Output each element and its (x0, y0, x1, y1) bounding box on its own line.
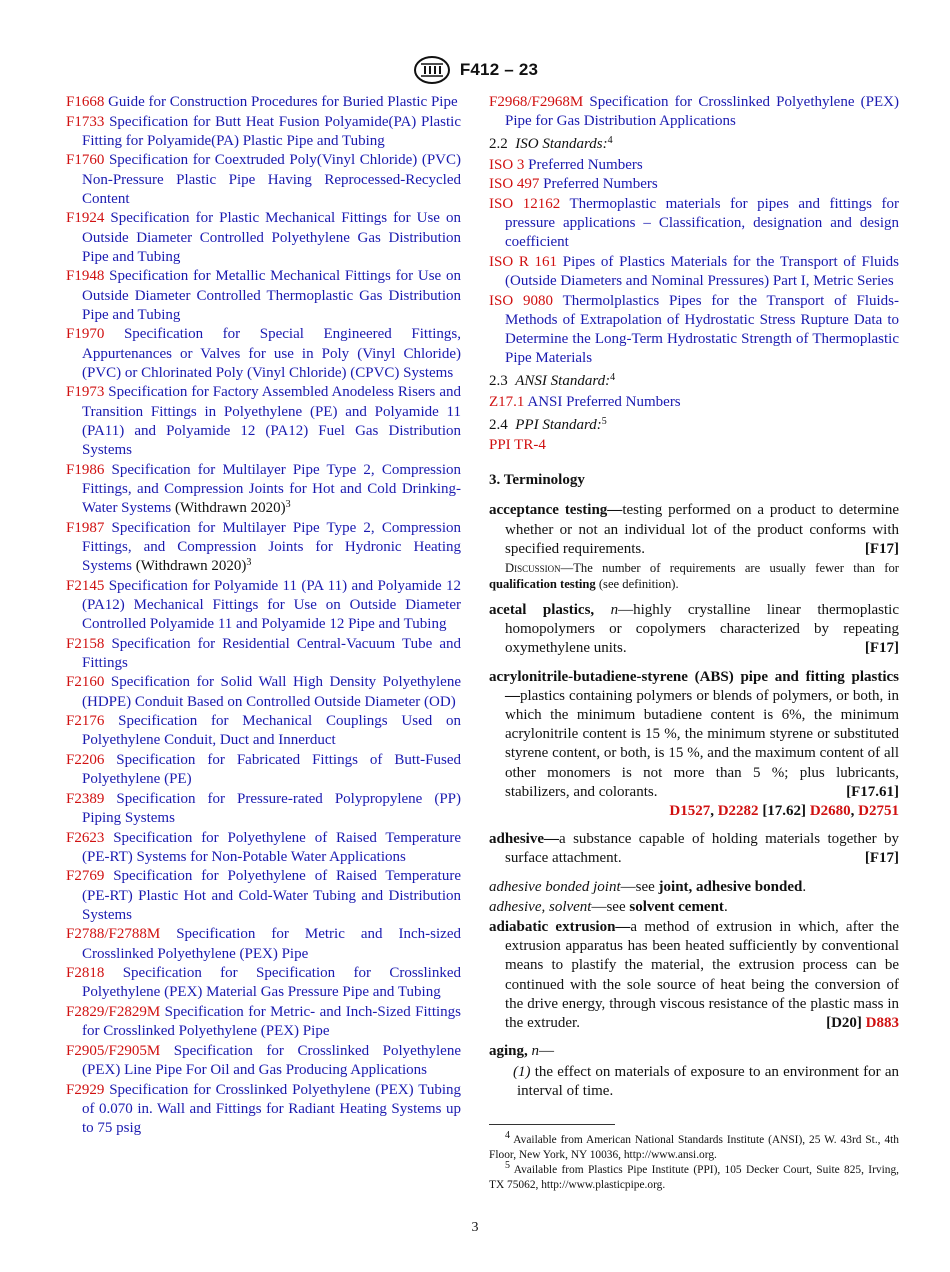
reference-title: Specification for Fabricated Fittings of Butt-Fused Polyethylene (PE) (82, 751, 461, 788)
reference-title: Thermolplastics Pipes for the Transport of Fluids-Methods of Extrapolation of Hydrostatic Stress Rupture Data to Determine the Long-Term Hydrostatic Strength of Thermoplastic Pipe Materials (505, 292, 899, 367)
committee-citation: [17.62] (762, 803, 807, 820)
term-adhesive (489, 830, 899, 868)
footnote-number: 5 (505, 1160, 510, 1171)
term-definition: a method of extrusion in which, after the extrusion apparatus has been heated sufficiently by conventional means to plastify the material, the extrusion process can be continued with the sole source of heat being the conversion of the drive energy, through viscous resistance of the plastic mass in the extruder. (505, 919, 899, 1032)
footnote-text: Available from Plastics Pipe Institute (PPI), 105 Decker Court, Suite 825, Irving, TX 75062, http://www.plasticpipe.org. (489, 1164, 899, 1191)
part-of-speech: n (610, 602, 619, 619)
related-standards: D1527, D2282 [17.62] D2680, D2751 (669, 803, 899, 820)
term-acetal-plastics (489, 601, 899, 659)
reference-item[interactable] (66, 964, 461, 1002)
subsection-number: 2.2 (489, 136, 508, 153)
reference-title: Specification for Pressure-rated Polypropylene (PP) Piping Systems (82, 790, 461, 826)
reference-title: Specification for Polyethylene of Raised Temperature (PE-RT) Systems for Non-Potable Water Applications (82, 829, 462, 865)
reference-z17-1[interactable] (489, 393, 899, 412)
reference-item[interactable] (66, 325, 461, 383)
discussion-text: —The number of requirements are usually fewer than for (560, 561, 899, 576)
term-name: acetal plastics, (489, 602, 595, 619)
term-dash: — (539, 1043, 555, 1060)
term-name: adhesive, solvent (489, 898, 592, 915)
footnote-marker: 5 (601, 415, 607, 427)
ansi-subheading (489, 372, 899, 391)
footnote-marker: 4 (607, 135, 613, 147)
astm-logo-icon (412, 55, 452, 85)
reference-title: Specification for Crosslinked Polyethylene (PEX) Pipe for Gas Distribution Applications (505, 94, 899, 130)
committee-citation: [F17] (864, 640, 899, 657)
subsection-label: ISO Standards: (515, 136, 608, 153)
reference-code[interactable]: F1987 (66, 519, 105, 536)
see-target: solvent cement (629, 898, 724, 915)
reference-code[interactable]: F2389 (66, 790, 105, 807)
footnotes (489, 1130, 899, 1193)
reference-code[interactable]: F1970 (66, 326, 105, 343)
iso-subheading (489, 135, 899, 154)
standard-link[interactable]: D2751 (858, 803, 899, 820)
reference-title: Specification for Solid Wall High Density Polyethylene (HDPE) Conduit Based on Controlled Outside Diameter (OD) (82, 674, 462, 710)
term-name: acceptance testing— (489, 502, 623, 519)
reference-code[interactable]: F1973 (66, 384, 105, 401)
discussion-label: Discussion (505, 561, 561, 576)
reference-title: Specification for Butt Heat Fusion Polyamide(PA) Plastic Fitting for Polyamide(PA) Plastic Pipe and Tubing (82, 113, 462, 149)
reference-code[interactable]: Z17.1 (489, 393, 525, 410)
see-label: —see (591, 898, 626, 915)
reference-code[interactable]: F1733 (66, 113, 105, 130)
discussion-term: qualification testing (489, 577, 596, 592)
reference-code[interactable]: F1924 (66, 210, 105, 227)
ppi-subheading (489, 416, 899, 435)
reference-title: Thermoplastic materials for pipes and fittings for pressure applications – Classification, designation and design coefficient (505, 195, 900, 251)
right-column (489, 93, 899, 1110)
reference-title: Specification for Polyethylene of Raised Temperature (PE-RT) Plastic Hot and Cold-Water Tubing and Distribution Systems (82, 868, 462, 923)
reference-code[interactable]: F2929 (66, 1081, 105, 1098)
term-adhesive-bonded-joint: adhesive bonded joint—see joint, adhesive bonded. (489, 878, 807, 895)
reference-title: ANSI Preferred Numbers (527, 393, 681, 410)
reference-title: Specification for Special Engineered Fittings, Appurtenances or Valves for use in Poly (Vinyl Chloride) (PVC) or Chlorinated Poly (Vinyl Chloride) (CPVC) Systems (82, 326, 461, 381)
reference-item[interactable] (66, 829, 461, 867)
term-name: aging, (489, 1043, 528, 1060)
footnote-text: Available from American National Standards Institute (ANSI), 25 W. 43rd St., 4th Floor, New York, NY 10036, http://www.ansi.org. (489, 1134, 899, 1161)
reference-code[interactable]: PPI TR-4 (489, 437, 546, 454)
reference-code[interactable]: F1986 (66, 461, 105, 478)
definition-number: (1) (513, 1063, 531, 1080)
reference-item[interactable] (489, 253, 899, 291)
page-header (0, 55, 950, 85)
standard-link[interactable]: D1527 (669, 803, 711, 820)
reference-item[interactable] (66, 577, 461, 635)
page-number: 3 (471, 1220, 479, 1235)
reference-title: Specification for Residential Central-Vacuum Tube and Fittings (82, 635, 461, 671)
reference-title: Preferred Numbers (528, 156, 643, 173)
footnote-rule (489, 1124, 615, 1125)
reference-code[interactable]: F2968/F2968M (489, 94, 584, 110)
reference-f2968[interactable] (489, 93, 899, 131)
reference-code[interactable]: F2829/F2829M (66, 1003, 161, 1020)
reference-title: Specification for Factory Assembled Anodeless Risers and Transition Fittings in Polyethylene (PE) and Polyamide 11 (PA11) and Polyamide 12 (PA12) Fuel Gas Distribution Systems (82, 384, 461, 458)
reference-item[interactable] (66, 113, 461, 151)
term-definition: a substance capable of holding materials together by surface attachment. (505, 831, 899, 867)
term-acceptance-testing (489, 501, 899, 559)
reference-code[interactable]: ISO 497 (489, 176, 540, 193)
footnote-number: 4 (505, 1130, 510, 1141)
reference-item[interactable] (66, 790, 461, 828)
reference-item[interactable] (66, 519, 461, 577)
term-definition: testing performed on a product to determine whether or not an individual lot of the product conforms with specified requirements. (505, 502, 899, 557)
subsection-number: 2.4 (489, 416, 508, 433)
term-adiabatic-extrusion (489, 918, 899, 1033)
committee-citation: [F17] (864, 850, 899, 867)
reference-item[interactable] (489, 292, 899, 369)
part-of-speech: n (531, 1043, 540, 1060)
reference-item[interactable] (489, 156, 899, 175)
reference-title: Specification for Plastic Mechanical Fittings for Use on Outside Diameter Controlled Polyethylene Gas Distribution Pipe and Tubing (82, 210, 462, 265)
reference-title: Specification for Crosslinked Polyethylene (PEX) Tubing of 0.070 in. Wall and Fittings for Radiant Heating Systems up to 75 psig (82, 1081, 462, 1136)
reference-item[interactable] (66, 1003, 461, 1041)
reference-item[interactable] (489, 175, 899, 194)
term-name: adhesive bonded joint (489, 878, 621, 895)
term-abs-plastics (489, 668, 899, 822)
reference-item[interactable] (66, 1081, 461, 1139)
reference-code[interactable]: F2206 (66, 751, 105, 768)
committee-citation: [F17.61] (846, 783, 899, 800)
term-name: adhesive— (489, 831, 560, 848)
see-label: —see (620, 878, 655, 895)
reference-item[interactable] (66, 93, 461, 112)
reference-ppi-tr4[interactable] (489, 436, 899, 455)
reference-code[interactable]: F1948 (66, 268, 105, 285)
reference-code[interactable]: F2905/F2905M (66, 1042, 161, 1059)
reference-item[interactable] (66, 751, 461, 789)
term-name: acrylonitrile-butadiene-styrene (ABS) pipe and fitting plastics — (489, 668, 899, 704)
reference-item[interactable] (66, 209, 461, 267)
reference-title: Specification for Multilayer Pipe Type 2, Compression Fittings, and Compression Joints for Hydronic Heating Systems (82, 519, 461, 574)
term-definition: —highly crystalline linear thermoplastic homopolymers or copolymers characterized by repeating oxymethylene units. (505, 602, 900, 657)
reference-code[interactable]: F2145 (66, 577, 105, 594)
reference-title: Specification for Metric and Inch-sized Crosslinked Polyethylene (PEX) Pipe (82, 926, 461, 962)
reference-title: Specification for Multilayer Pipe Type 2, Compression Fittings, and Compression Joints for Hot and Cold Drinking-Water Systems (82, 461, 461, 516)
reference-code[interactable]: F1668 (66, 94, 105, 110)
footnote-marker: 3 (285, 499, 291, 510)
reference-code[interactable]: F2158 (66, 635, 105, 652)
discussion-note (489, 560, 899, 592)
withdrawn-note: (Withdrawn 2020) (135, 558, 247, 574)
reference-title: Specification for Coextruded Poly(Vinyl Chloride) (PVC) Non-Pressure Plastic Pipe Having Reprocessed-Recycled Content (82, 152, 462, 207)
reference-code[interactable]: F1760 (66, 152, 105, 169)
reference-item[interactable] (66, 635, 461, 673)
reference-title: Preferred Numbers (543, 176, 658, 193)
reference-item[interactable] (66, 383, 461, 460)
reference-title: Guide for Construction Procedures for Buried Plastic Pipe (108, 94, 458, 110)
reference-item[interactable] (66, 267, 461, 325)
discussion-tail: (see definition). (598, 577, 679, 592)
reference-code[interactable]: F2788/F2788M (66, 926, 161, 943)
reference-item[interactable] (66, 1042, 461, 1080)
footnote-marker: 4 (610, 372, 616, 384)
withdrawn-note: (Withdrawn 2020) (174, 500, 286, 516)
reference-item[interactable] (66, 925, 461, 963)
reference-item[interactable] (489, 195, 899, 253)
subsection-label: ANSI Standard: (515, 373, 611, 390)
term-adhesive-solvent: adhesive, solvent—see solvent cement. (489, 898, 728, 915)
reference-title: Specification for Metric- and Inch-Sized Fittings for Crosslinked Polyethylene (PEX) Pipe (82, 1003, 461, 1040)
reference-item[interactable] (66, 673, 461, 711)
reference-item[interactable] (66, 151, 461, 209)
iso-reference-list (489, 156, 899, 369)
term-name: adiabatic extrusion— (489, 919, 631, 936)
committee-citation: [F17] (864, 540, 899, 557)
see-target: joint, adhesive bonded (658, 878, 803, 895)
reference-code[interactable]: ISO R 161 (489, 253, 558, 270)
reference-code[interactable]: F2769 (66, 868, 105, 885)
footnote-5 (489, 1160, 899, 1193)
reference-code[interactable]: ISO 9080 (489, 292, 553, 309)
reference-title: Pipes of Plastics Materials for the Transport of Fluids (Outside Diameters and Nominal Pressures) Part I, Metric Series (505, 253, 900, 289)
reference-title: Specification for Mechanical Couplings Used on Polyethylene Conduit, Duct and Innerduct (82, 713, 461, 749)
reference-code[interactable]: F2160 (66, 674, 105, 691)
section-heading-terminology: 3. Terminology (489, 472, 585, 489)
reference-code[interactable]: F2176 (66, 713, 105, 730)
term-aging (489, 1042, 899, 1061)
reference-item[interactable] (66, 712, 461, 750)
term-definition: the effect on materials of exposure to an environment for an interval of time. (517, 1063, 899, 1099)
term-definition: plastics containing polymers or blends of polymers, or both, in which the minimum butadiene content is 6%, the minimum acrylonitrile content is 15 %, the minimum styrene or substituted styrene content, or both, is 15 %, and the maximum content of all other monomers is not more than 5 %; plus lubricants, stabilizers, and colorants. (505, 687, 899, 800)
reference-code[interactable]: ISO 12162 (489, 195, 561, 212)
reference-code[interactable]: F2818 (66, 965, 105, 982)
standard-link[interactable]: D2282 (717, 803, 759, 820)
reference-code[interactable]: ISO 3 (489, 156, 525, 173)
reference-title: Specification for Specification for Crosslinked Polyethylene (PEX) Material Gas Pressure Pipe and Tubing (82, 965, 461, 1001)
reference-title: Specification for Metallic Mechanical Fittings for Use on Outside Diameter Controlled Thermoplastic Gas Distribution Pipe and Tubing (82, 268, 461, 323)
standard-link[interactable]: D2680 (809, 803, 851, 820)
reference-item[interactable] (66, 461, 461, 519)
reference-item[interactable] (66, 867, 461, 925)
footnote-4 (489, 1130, 899, 1163)
subsection-number: 2.3 (489, 373, 508, 390)
left-column (66, 93, 461, 1139)
subsection-label: PPI Standard: (515, 416, 602, 433)
footnote-marker: 3 (246, 557, 252, 568)
reference-title: Specification for Crosslinked Polyethylene (PEX) Line Pipe For Oil and Gas Producing Applications (82, 1042, 461, 1078)
committee-citation: [D20] (826, 1015, 862, 1032)
reference-code[interactable]: F2623 (66, 829, 105, 846)
document-designation: F412 – 23 (459, 60, 539, 79)
term-aging-definition-1 (489, 1063, 899, 1101)
reference-title: Specification for Polyamide 11 (PA 11) and Polyamide 12 (PA12) Mechanical Fittings for Use on Outside Diameter Controlled Polyamide 11 and Polyamide 12 Pipe and Tubing (82, 577, 461, 632)
standard-link[interactable]: D883 (865, 1015, 899, 1032)
